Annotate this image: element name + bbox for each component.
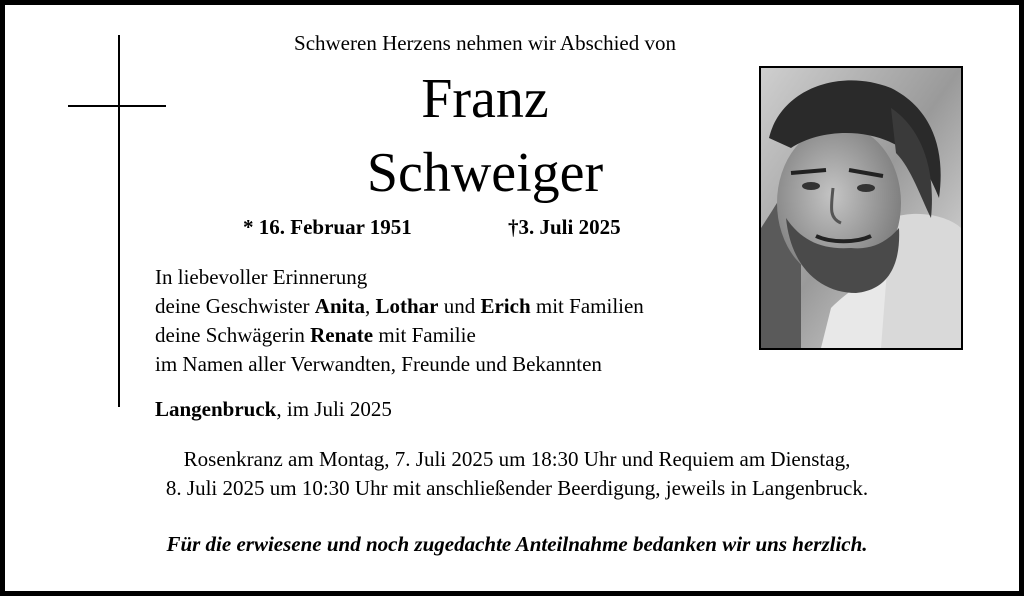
siblings-line (155, 292, 755, 321)
sister-in-law-prefix: deine Schwägerin (155, 323, 311, 347)
service-info (45, 445, 989, 503)
intro-text: Schweren Herzens nehmen wir Abschied von (294, 31, 676, 55)
sibling-name: Anita (314, 294, 365, 318)
first-name: Franz (421, 68, 549, 130)
service-line-1: Rosenkranz am Montag, 7. Juli 2025 um 18:30 Uhr und Requiem am Dienstag, (183, 447, 851, 471)
cross-horizontal-bar (68, 105, 166, 107)
place-date (155, 397, 392, 422)
sister-in-law-suffix: mit Familie (373, 323, 476, 347)
mourners-block (155, 263, 755, 379)
birth-date: * 16. Februar 1951 (243, 215, 412, 239)
separator: und (438, 294, 481, 318)
separator: , (364, 294, 376, 318)
remembrance-line: In liebevoller Erinnerung (155, 265, 368, 289)
sister-in-law-name: Renate (310, 323, 374, 347)
place-month: , im Juli 2025 (276, 397, 392, 421)
service-line-2: 8. Juli 2025 um 10:30 Uhr mit anschließender Beerdigung, jeweils in Langenbruck. (165, 476, 869, 500)
sibling-name: Lothar (375, 294, 439, 318)
thanks-line: Für die erwiesene und noch zugedachte Anteilnahme bedanken wir uns herzlich. (166, 532, 868, 556)
sister-in-law-line (155, 321, 755, 350)
place-town: Langenbruck (155, 397, 277, 421)
cross-vertical-bar (118, 35, 120, 407)
portrait-photo (759, 66, 963, 350)
sibling-name: Erich (480, 294, 531, 318)
death-date: †3. Juli 2025 (508, 215, 621, 239)
siblings-suffix: mit Familien (530, 294, 644, 318)
siblings-prefix: deine Geschwister (155, 294, 315, 318)
relatives-line: im Namen aller Verwandten, Freunde und Bekannten (155, 352, 602, 376)
last-name: Schweiger (366, 142, 604, 204)
